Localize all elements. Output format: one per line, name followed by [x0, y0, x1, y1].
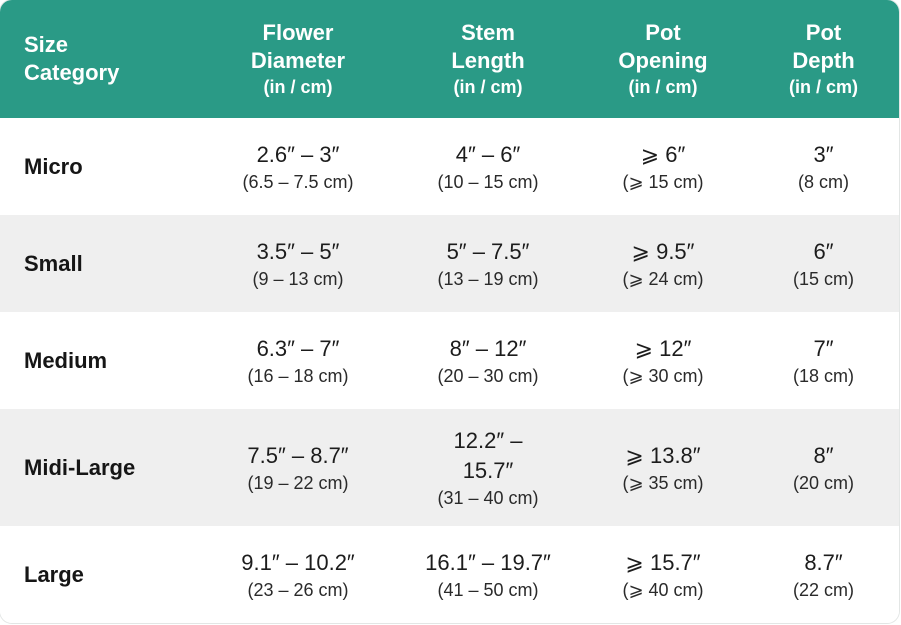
cell-stem-length — [398, 526, 578, 623]
table-row — [0, 118, 899, 215]
value-cm: (⩾ 30 cm) — [622, 365, 704, 386]
header-text: Category — [24, 60, 120, 85]
header-row — [0, 0, 899, 118]
cell-pot-opening — [578, 118, 748, 215]
header-text: Size — [24, 32, 69, 57]
value-cm: (19 – 22 cm) — [247, 472, 349, 493]
cell-pot-depth — [748, 526, 899, 623]
col-header-pot-depth — [748, 0, 899, 118]
value-cm: (⩾ 24 cm) — [622, 268, 704, 289]
header-text: Diameter — [250, 48, 346, 73]
table-row — [0, 409, 899, 526]
cell-stem-length — [398, 409, 578, 526]
value-inches: ⩾ 15.7″ — [625, 549, 701, 575]
value-cm: (8 cm) — [798, 171, 849, 192]
header-text: Pot — [645, 20, 681, 45]
table-row — [0, 215, 899, 312]
header-text: Depth — [792, 48, 855, 73]
value-inches: 7″ — [813, 335, 834, 361]
col-header-flower-diameter — [198, 0, 398, 118]
value-inches: 12.2″ – 15.7″ — [453, 427, 523, 483]
cell-pot-depth — [748, 312, 899, 409]
table-row — [0, 526, 899, 623]
value-inches: ⩾ 9.5″ — [631, 238, 695, 264]
header-unit: (in / cm) — [788, 77, 858, 97]
row-category: Medium — [24, 347, 108, 373]
value-cm: (16 – 18 cm) — [247, 365, 349, 386]
value-inches: 2.6″ – 3″ — [256, 141, 340, 167]
cell-stem-length — [398, 118, 578, 215]
header-text: Length — [451, 48, 525, 73]
header-text: Pot — [805, 20, 842, 45]
header-text: Opening — [618, 48, 708, 73]
row-category: Midi-Large — [24, 454, 136, 480]
cell-pot-opening — [578, 526, 748, 623]
cell-flower-diameter — [198, 118, 398, 215]
table-header — [0, 0, 899, 118]
value-inches: ⩾ 6″ — [640, 141, 686, 167]
cell-pot-depth — [748, 409, 899, 526]
value-inches: 8″ — [813, 442, 834, 468]
value-inches: 8.7″ — [804, 549, 843, 575]
value-inches: 3″ — [813, 141, 834, 167]
cell-pot-opening — [578, 409, 748, 526]
value-cm: (20 cm) — [792, 472, 854, 493]
value-inches: 5″ – 7.5″ — [446, 238, 530, 264]
col-header-stem-length — [398, 0, 578, 118]
col-header-size-category — [0, 0, 198, 118]
value-cm: (23 – 26 cm) — [247, 579, 349, 600]
cell-pot-opening — [578, 312, 748, 409]
cell-flower-diameter — [198, 215, 398, 312]
value-cm: (31 – 40 cm) — [437, 487, 539, 508]
header-unit: (in / cm) — [453, 77, 523, 97]
value-cm: (20 – 30 cm) — [437, 365, 539, 386]
col-header-pot-opening — [578, 0, 748, 118]
value-cm: (⩾ 40 cm) — [622, 579, 704, 600]
header-text: Stem — [461, 20, 515, 45]
row-category: Small — [24, 250, 83, 276]
value-inches: 6″ — [813, 238, 834, 264]
value-cm: (22 cm) — [792, 579, 854, 600]
cell-flower-diameter — [198, 526, 398, 623]
value-inches: ⩾ 12″ — [634, 335, 692, 361]
cell-flower-diameter — [198, 312, 398, 409]
value-inches: 6.3″ – 7″ — [256, 335, 340, 361]
cell-stem-length — [398, 312, 578, 409]
value-cm: (6.5 – 7.5 cm) — [242, 171, 354, 192]
header-text: Flower — [262, 20, 334, 45]
value-cm: (41 – 50 cm) — [437, 579, 539, 600]
cell-stem-length — [398, 215, 578, 312]
table-body — [0, 118, 899, 623]
value-inches: 8″ – 12″ — [449, 335, 527, 361]
value-cm: (9 – 13 cm) — [252, 268, 344, 289]
value-cm: (13 – 19 cm) — [437, 268, 539, 289]
value-inches: 7.5″ – 8.7″ — [247, 442, 349, 468]
header-unit: (in / cm) — [628, 77, 698, 97]
value-cm: (15 cm) — [792, 268, 854, 289]
value-cm: (⩾ 15 cm) — [622, 171, 704, 192]
value-inches: ⩾ 13.8″ — [625, 442, 701, 468]
value-cm: (⩾ 35 cm) — [622, 472, 704, 493]
table-row — [0, 312, 899, 409]
value-inches: 9.1″ – 10.2″ — [241, 549, 355, 575]
cell-pot-depth — [748, 118, 899, 215]
value-inches: 4″ – 6″ — [455, 141, 521, 167]
value-cm: (10 – 15 cm) — [437, 171, 539, 192]
cell-pot-depth — [748, 215, 899, 312]
row-category: Large — [24, 561, 84, 587]
cell-pot-opening — [578, 215, 748, 312]
header-unit: (in / cm) — [263, 77, 333, 97]
cell-flower-diameter — [198, 409, 398, 526]
row-category: Micro — [24, 153, 83, 179]
value-inches: 3.5″ – 5″ — [256, 238, 340, 264]
value-cm: (18 cm) — [792, 365, 854, 386]
value-inches: 16.1″ – 19.7″ — [425, 549, 551, 575]
